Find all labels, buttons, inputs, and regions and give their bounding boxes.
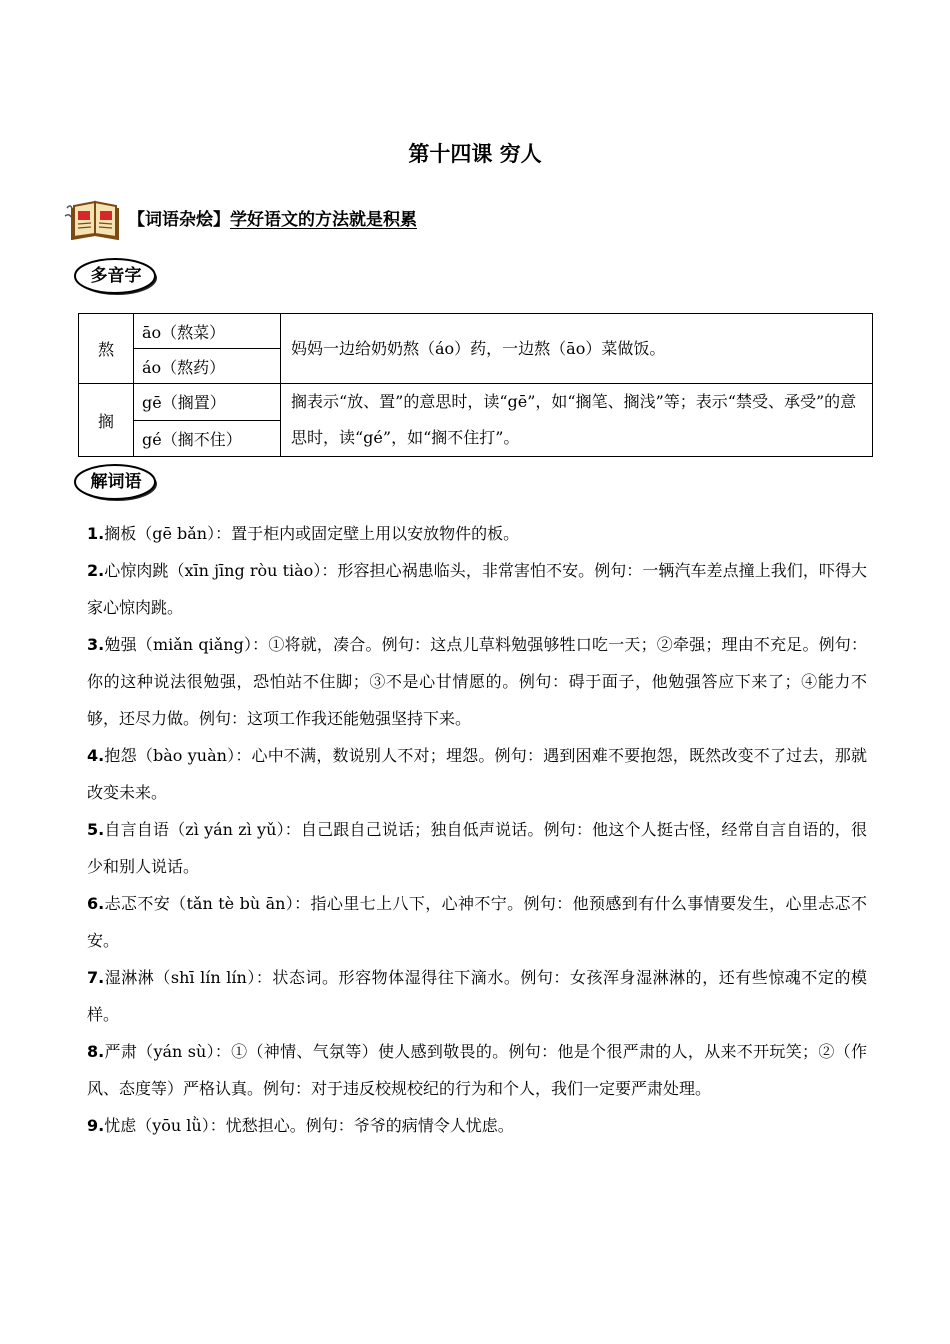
polyphone-note: 搁表示“放、置”的意思时，读“gē”，如“搁笔、搁浅”等；表示“禁受、承受”的意思时，读“gé”，如“搁不住打”。 [281,384,873,457]
entry-number: 3. [87,635,105,654]
entry-text: 湿淋淋（shī lín lín）：状态词。形容物体湿得往下滴水。例句：女孩浑身湿淋淋的，还有些惊魂不定的模样。 [87,968,867,1024]
polyphone-reading: gé（搁不住） [134,420,281,457]
entry-text: 心惊肉跳（xīn jīng ròu tiào）：形容担心祸患临头，非常害怕不安。例句：一辆汽车差点撞上我们，吓得大家心惊肉跳。 [87,561,867,617]
entry-number: 6. [87,894,105,913]
list-item [87,626,867,737]
entry-number: 1. [87,524,105,543]
list-item [87,1033,867,1107]
polyphone-reading: gē（搁置） [134,384,281,421]
section-label: 【词语杂烩】 [128,209,230,230]
polyphone-char: 熬 [79,314,134,384]
section-header [64,194,417,240]
open-book-icon [64,194,126,240]
polyphone-note: 妈妈一边给奶奶熬（áo）药，一边熬（āo）菜做饭。 [281,314,873,384]
polyphone-badge-label: 多音字 [90,266,142,286]
entry-number: 2. [87,561,105,580]
entry-text: 勉强（miǎn qiǎng）：①将就，凑合。例句：这点儿草料勉强够牲口吃一天；②牵强；理由不充足。例句：你的这种说法很勉强，恐怕站不住脚；③不是心甘情愿的。例句：碍于面子，他勉强答应下来了；④能力不够，还尽力做。例句：这项工作我还能勉强坚持下来。 [87,635,867,728]
polyphone-reading: āo（熬菜） [134,314,281,349]
polyphone-table [78,313,873,457]
entry-text: 搁板（gē bǎn）：置于柜内或固定壁上用以安放物件的板。 [104,524,520,543]
table-row [79,314,873,349]
entry-number: 8. [87,1042,105,1061]
list-item [87,885,867,959]
entry-text: 忐忑不安（tǎn tè bù ān）：指心里七上八下，心神不宁。例句：他预感到有什么事情要发生，心里忐忑不安。 [87,894,867,950]
vocab-badge-label: 解词语 [90,472,142,492]
polyphone-char: 搁 [79,384,134,457]
list-item [87,811,867,885]
section-slogan: 学好语文的方法就是积累 [230,209,417,230]
polyphone-badge [74,256,164,300]
vocab-badge [74,462,164,506]
list-item [87,515,867,552]
list-item [87,737,867,811]
entry-number: 5. [87,820,105,839]
entry-text: 忧虑（yōu lǜ）：忧愁担心。例句：爷爷的病情令人忧虑。 [104,1116,514,1135]
list-item [87,1107,867,1144]
entry-text: 自言自语（zì yán zì yǔ）：自己跟自己说话；独自低声说话。例句：他这个人挺古怪，经常自言自语的，很少和别人说话。 [87,820,867,876]
page-title: 第十四课 穷人 [408,142,542,166]
entry-number: 9. [87,1116,105,1135]
table-row [79,384,873,421]
entry-text: 严肃（yán sù）：①（神情、气氛等）使人感到敬畏的。例句：他是个很严肃的人，从来不开玩笑；②（作风、态度等）严格认真。例句：对于违反校规校纪的行为和个人，我们一定要严肃处理。 [87,1042,867,1098]
list-item [87,959,867,1033]
vocab-list [87,515,867,1144]
polyphone-reading: áo（熬药） [134,349,281,384]
entry-text: 抱怨（bào yuàn）：心中不满，数说别人不对；埋怨。例句：遇到困难不要抱怨，既然改变不了过去，那就改变未来。 [87,746,867,802]
list-item [87,552,867,626]
entry-number: 7. [87,968,105,987]
entry-number: 4. [87,746,105,765]
